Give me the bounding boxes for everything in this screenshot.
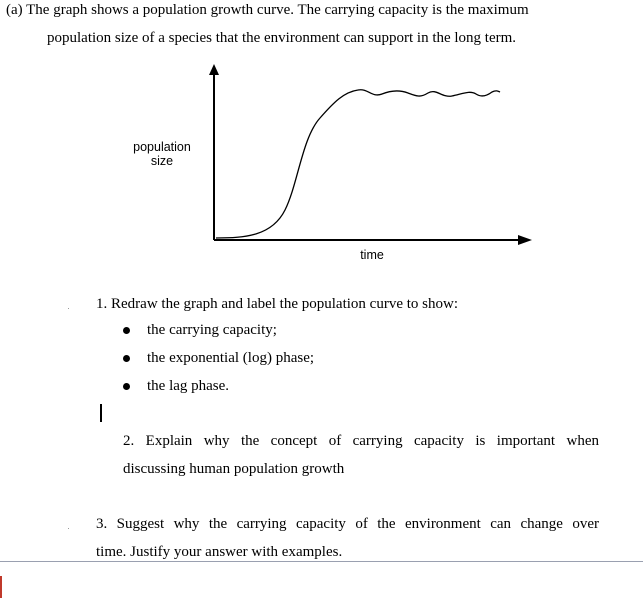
y-axis-label-line-2: size [150,154,174,168]
bullet-dot-2 [123,355,130,362]
question-2-line-1-text: 2. Explain why the concept of carrying capacity is important when [123,433,599,449]
intro-line-1: (a) The graph shows a population growth curve. The carrying capacity is the maximum [6,2,529,18]
population-growth-graph [120,60,540,270]
bottom-rule [0,561,643,562]
y-axis-arrowhead [209,64,219,75]
question-2-line-1 [123,433,599,450]
y-axis-label [115,140,209,168]
paragraph-mark [68,528,69,529]
question-3-line-1-text: 3. Suggest why the carrying capacity of the environment can change over [96,516,599,532]
bullet-item-1: the carrying capacity; [147,322,277,338]
intro-line-2: population size of a species that the environment can support in the long term. [47,30,517,46]
y-axis-label-line-1: population [133,140,191,154]
population-curve [216,90,500,238]
bullet-dot-1 [123,327,130,334]
bullet-item-2: the exponential (log) phase; [147,350,315,366]
text-cursor [100,404,102,422]
question-3-line-1 [96,516,599,533]
question-1-text: 1. Redraw the graph and label the population curve to show: [96,296,458,312]
question-2-line-2: discussing human population growth [123,461,345,477]
left-margin-mark [0,576,2,598]
bullet-dot-3 [123,383,130,390]
question-3-line-2: time. Justify your answer with examples. [96,544,343,560]
bullet-item-3: the lag phase. [147,378,230,394]
x-axis-arrowhead [518,235,532,245]
x-axis-label: time [360,248,384,262]
paragraph-mark [68,308,69,309]
